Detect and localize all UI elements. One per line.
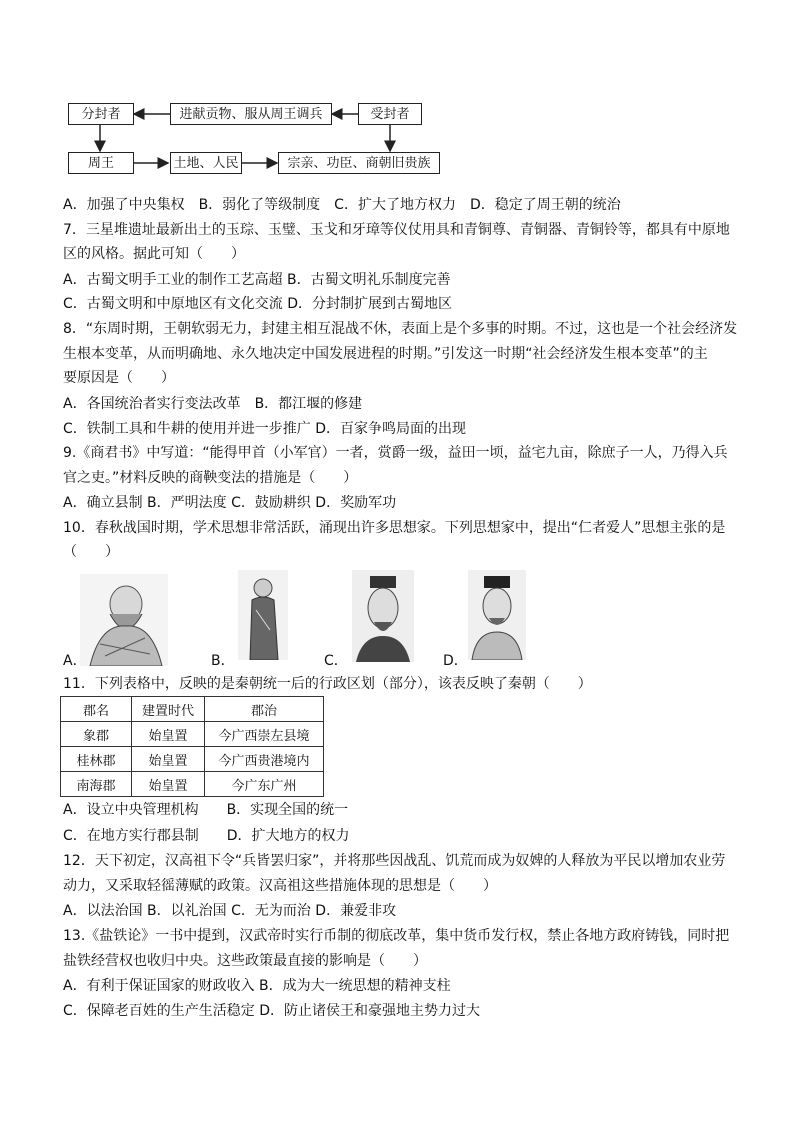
q7-stem-1: 7．三星堆遗址最新出土的玉琮、玉璧、玉戈和牙璋等仪仗用具和青铜尊、青铜器、青铜铃等，都具有中原地 (63, 222, 730, 238)
q9-options: A．确立县制 B．严明法度 C．鼓励耕织 D．奖励军功 (63, 495, 397, 511)
diagram-box-fenfengzhe: 分封者 (68, 103, 134, 125)
q13-stem-1: 13.《盐铁论》一书中提到，汉武帝时实行币制的彻底改革，集中货币发行权，禁止各地方政府铸钱，同时把 (63, 928, 730, 944)
commandery-table (60, 696, 324, 797)
q7-stem-2: 区的风格。据此可知（ ） (63, 246, 245, 262)
q11-stem: 11．下列表格中，反映的是秦朝统一后的行政区划（部分），该表反映了秦朝（ ） (63, 676, 592, 692)
portrait-a-label: A． (63, 653, 87, 669)
q6-options: A．加强了中央集权 B．弱化了等级制度 C．扩大了地方权力 D．稳定了周王朝的统治 (63, 197, 621, 213)
table-cell: 今广西崇左县境 (205, 722, 324, 747)
portrait-d-image (468, 570, 526, 660)
diagram-box-zhouwang: 周王 (68, 152, 134, 174)
q13-stem-2: 盐铁经营权也收归中央。这些政策最直接的影响是（ ） (63, 953, 427, 969)
q8-options-ab: A．各国统治者实行变法改革 B．都江堰的修建 (63, 396, 363, 412)
q10-stem-1: 10．春秋战国时期，学术思想非常活跃，涌现出许多思想家。下列思想家中，提出“仁者爱人”思想主张的是 (63, 520, 726, 536)
q8-stem-1: 8．“东周时期，王朝软弱无力，封建主相互混战不休，表面上是个多事的时期。不过，这也是一个社会经济发 (63, 321, 738, 337)
portrait-d-label: D． (443, 653, 468, 669)
q7-options-cd: C．古蜀文明和中原地区有文化交流 D．分封制扩展到古蜀地区 (63, 296, 453, 312)
table-cell: 南海郡 (61, 772, 132, 797)
q7-options-ab: A．古蜀文明手工业的制作工艺高超 B．古蜀文明礼乐制度完善 (63, 272, 451, 288)
table-row (61, 772, 324, 797)
table-header: 建置时代 (132, 697, 205, 722)
table-cell: 象郡 (61, 722, 132, 747)
q8-stem-3: 要原因是（ ） (63, 370, 175, 386)
table-cell: 今广东广州 (205, 772, 324, 797)
table-cell: 始皇置 (132, 747, 205, 772)
table-cell: 始皇置 (132, 772, 205, 797)
portrait-b-label: B． (211, 653, 235, 669)
q8-options-cd: C．铁制工具和牛耕的使用并进一步推广 D．百家争鸣局面的出现 (63, 421, 467, 437)
q9-stem-2: 官之吏。”材料反映的商鞅变法的措施是（ ） (63, 470, 358, 486)
diagram-box-tribute: 进献贡物、服从周王调兵 (170, 103, 332, 125)
diagram-box-shoufengzhe: 受封者 (358, 103, 422, 125)
q11-options-cd: C．在地方实行郡县制 D．扩大地方的权力 (63, 828, 350, 844)
table-row (61, 747, 324, 772)
q8-stem-2: 生根本变革，从而明确地、永久地决定中国发展进程的时期。”引发这一时期“社会经济发生根本变革”的主 (63, 346, 708, 362)
q13-options-cd: C．保障老百姓的生产生活稳定 D．防止诸侯王和豪强地主势力过大 (63, 1003, 481, 1019)
table-cell: 桂林郡 (61, 747, 132, 772)
q12-stem-2: 动力，又采取轻徭薄赋的政策。汉高祖这些措施体现的思想是（ ） (63, 878, 497, 894)
table-header: 郡治 (205, 697, 324, 722)
diagram-box-land-people: 土地、人民 (170, 152, 242, 174)
table-cell: 始皇置 (132, 722, 205, 747)
diagram-box-recipients: 宗亲、功臣、商朝旧贵族 (278, 152, 440, 174)
table-header: 郡名 (61, 697, 132, 722)
q11-options-ab: A．设立中央管理机构 B．实现全国的统一 (63, 802, 349, 818)
portrait-c-image (352, 570, 414, 662)
q10-stem-2: （ ） (63, 544, 119, 560)
portrait-b-image (238, 570, 288, 660)
q12-stem-1: 12．天下初定，汉高祖下令“兵皆罢归家”，并将那些因战乱、饥荒而成为奴婢的人释放为平民以增加农业劳 (63, 853, 726, 869)
portrait-c-label: C． (324, 653, 348, 669)
q13-options-ab: A．有利于保证国家的财政收入 B．成为大一统思想的精神支柱 (63, 978, 451, 994)
table-row (61, 722, 324, 747)
q9-stem-1: 9.《商君书》中写道：“能得甲首（小军官）一者，赏爵一级，益田一顷，益宅九亩，除庶子一人，乃得入兵 (63, 445, 728, 461)
q12-options: A．以法治国 B．以礼治国 C．无为而治 D．兼爱非攻 (63, 903, 397, 919)
table-cell: 今广西贵港境内 (205, 747, 324, 772)
portrait-a-image (80, 574, 168, 666)
